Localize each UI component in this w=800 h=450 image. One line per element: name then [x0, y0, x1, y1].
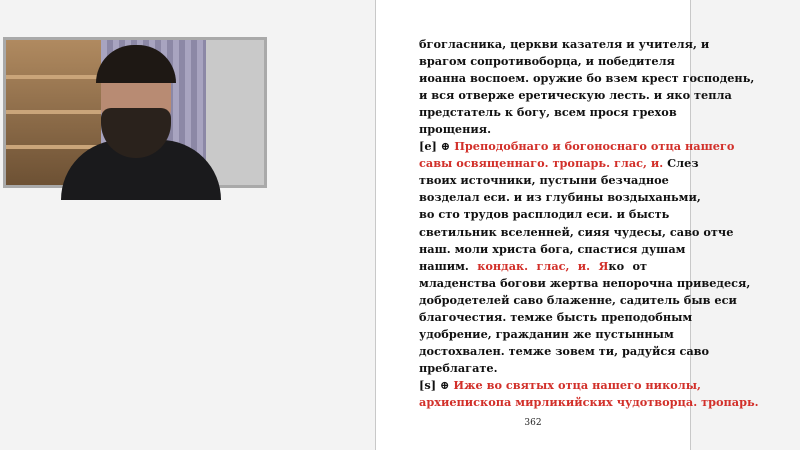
webcam-video[interactable] [3, 37, 267, 188]
body-text: [s] ⊕ [419, 377, 454, 392]
text-line [419, 36, 710, 53]
text-line [419, 206, 670, 223]
rubric-text: савы освященнаго. тропарь. глас, и. [419, 156, 668, 171]
document-text [419, 36, 759, 411]
text-line [419, 241, 686, 258]
body-text: ко от [608, 258, 647, 273]
rubric-text: Преподобнаго и богоноснаго отца нашего [454, 139, 735, 154]
text-line [419, 70, 755, 87]
body-text: твоих источники, пустыни безчадное [419, 173, 669, 188]
body-text: удобрение, гражданин же пустынным [419, 326, 674, 341]
page-number: 362 [524, 418, 542, 428]
body-text: преблагате. [419, 360, 498, 375]
body-text: бгогласника, церкви казателя и учителя, и [419, 37, 710, 51]
body-text: и вся отверже еретическую лесть. и яко тепла [419, 88, 732, 103]
text-line [419, 155, 699, 172]
shelf [6, 75, 101, 79]
text-line [419, 87, 732, 104]
shelf [6, 110, 101, 114]
body-text: во сто трудов расплодил еси. и бысть [419, 207, 670, 222]
body-text: Слез [667, 156, 699, 171]
shelf [6, 145, 101, 149]
body-text: прощения. [419, 122, 492, 137]
rubric-text: кондак. глас, и. Я [477, 258, 609, 273]
body-text: нашим. [419, 258, 478, 273]
text-line [419, 309, 693, 326]
text-line [419, 172, 669, 189]
body-text: иоанна воспоем. оружие бо взем крест господень, [419, 71, 755, 86]
body-text: возделал еси. и из глубины воздыханьми, [419, 190, 701, 205]
document-page [375, 0, 759, 450]
text-line [419, 224, 734, 241]
text-line [419, 189, 701, 206]
text-line [419, 258, 647, 275]
text-line [419, 121, 647, 138]
body-text: предстатель к богу, всем прося грехов [419, 105, 677, 120]
body-text: достохвален. темже зовем ти, радуйся саво [419, 343, 710, 358]
rubric-text: Иже во святых отца нашего николы, [453, 377, 701, 392]
body-text: благочестия. темже бысть преподобным [419, 309, 693, 324]
text-line [419, 377, 701, 394]
body-text: наш. моли христа бога, спастися душам [419, 241, 686, 256]
text-line [419, 138, 735, 155]
text-line [419, 104, 677, 121]
text-line [419, 275, 751, 292]
body-text: врагом сопротивоборца, и победителя [419, 54, 675, 69]
body-text: [е] ⊕ [419, 139, 455, 154]
text-line [419, 292, 737, 309]
body-text: добродетелей саво блаженне, садитель быв еси [419, 292, 737, 307]
body-text: младенства богови жертва непорочна приведеся, [419, 275, 751, 290]
window-background [206, 40, 264, 185]
text-line [419, 394, 759, 411]
rubric-text: архиепископа мирликийских чудотворца. тропарь. [419, 394, 759, 409]
text-line [419, 360, 647, 377]
text-line [419, 53, 675, 70]
text-line [419, 343, 710, 360]
body-text: светильник вселенней, сияя чудесы, саво отче [419, 224, 734, 239]
text-line [419, 326, 674, 343]
